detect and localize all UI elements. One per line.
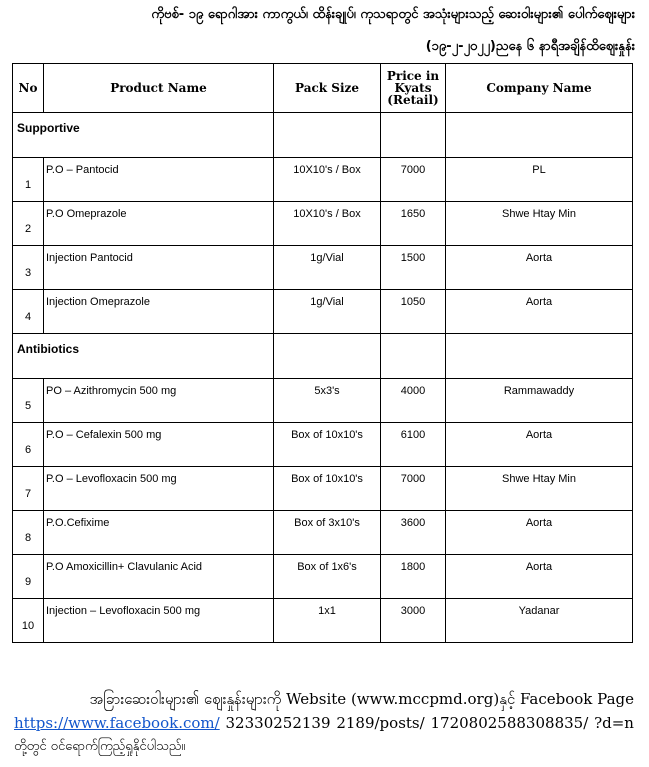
price: 3000 [381, 599, 446, 643]
table-row [13, 246, 633, 290]
row-number: 7 [13, 467, 44, 511]
product-name: P.O – Cefalexin 500 mg [44, 423, 274, 467]
company-name: Aorta [446, 423, 633, 467]
category-row-supportive [13, 113, 633, 158]
col-header-no: No [13, 64, 44, 113]
pack-size: 1g/Vial [274, 246, 381, 290]
facebook-link[interactable]: https://www.facebook.com/ [14, 714, 220, 732]
pack-size: 1x1 [274, 599, 381, 643]
product-name: P.O – Levofloxacin 500 mg [44, 467, 274, 511]
url-fragment: 2189/posts/ [336, 714, 425, 732]
price: 1800 [381, 555, 446, 599]
table-row [13, 555, 633, 599]
table-row [13, 290, 633, 334]
col-header-company: Company Name [446, 64, 633, 113]
product-name: PO – Azithromycin 500 mg [44, 379, 274, 423]
footer-note-line3: တို့တွင် ဝင်ရောက်ကြည့်ရှုနိုင်ပါသည်။ [14, 739, 186, 754]
pack-size: 10X10's / Box [274, 158, 381, 202]
pack-size: Box of 10x10's [274, 467, 381, 511]
table-row [13, 379, 633, 423]
product-name: Injection Pantocid [44, 246, 274, 290]
product-name: Injection Omeprazole [44, 290, 274, 334]
pack-size: Box of 1x6's [274, 555, 381, 599]
price: 4000 [381, 379, 446, 423]
table-row [13, 467, 633, 511]
table-row [13, 158, 633, 202]
document-title: ကိုဗစ်- ၁၉ ရောဂါအား ကာကွယ်၊ ထိန်းချုပ်၊ ကုသရာတွင် အသုံးများသည့် ဆေးဝါးများ၏ ပေါက်ဈေးများ [151, 7, 635, 22]
pack-size: Box of 3x10's [274, 511, 381, 555]
row-number: 3 [13, 246, 44, 290]
company-name: Rammawaddy [446, 379, 633, 423]
price: 1650 [381, 202, 446, 246]
company-name: Aorta [446, 246, 633, 290]
product-name: P.O – Pantocid [44, 158, 274, 202]
company-name: Yadanar [446, 599, 633, 643]
row-number: 8 [13, 511, 44, 555]
company-name: Shwe Htay Min [446, 467, 633, 511]
category-row-antibiotics [13, 334, 633, 379]
table-row [13, 423, 633, 467]
col-header-pack-size: Pack Size [274, 64, 381, 113]
document-date-subtitle: (၁၉-၂-၂၀၂၂)ညနေ ၆ နာရီအချိန်ထိဈေးနှုန်း [425, 39, 635, 54]
table-row [13, 202, 633, 246]
product-name: Injection – Levofloxacin 500 mg [44, 599, 274, 643]
pack-size: 1g/Vial [274, 290, 381, 334]
company-name: PL [446, 158, 633, 202]
table-header-row [13, 64, 633, 113]
footer-note-line1: အခြားဆေးဝါးများ၏ ဈေးနှုန်းများကို Website (www.mccpmd.org)နှင့် Facebook Page [89, 690, 634, 708]
product-name: P.O Amoxicillin+ Clavulanic Acid [44, 555, 274, 599]
row-number: 1 [13, 158, 44, 202]
row-number: 10 [13, 599, 44, 643]
pack-size: 5x3's [274, 379, 381, 423]
company-name: Aorta [446, 290, 633, 334]
table-row [13, 599, 633, 643]
row-number: 4 [13, 290, 44, 334]
row-number: 6 [13, 423, 44, 467]
url-fragment: ?d=n [594, 714, 634, 732]
company-name: Shwe Htay Min [446, 202, 633, 246]
row-number: 5 [13, 379, 44, 423]
product-name: P.O.Cefixime [44, 511, 274, 555]
col-header-price: Price in Kyats (Retail) [381, 64, 446, 113]
price: 3600 [381, 511, 446, 555]
row-number: 2 [13, 202, 44, 246]
price: 7000 [381, 158, 446, 202]
company-name: Aorta [446, 511, 633, 555]
footer-note-line2 [14, 712, 634, 734]
col-header-product: Product Name [44, 64, 274, 113]
price-table [12, 63, 633, 643]
price: 1500 [381, 246, 446, 290]
price: 7000 [381, 467, 446, 511]
url-fragment: 1720802588308835/ [430, 714, 589, 732]
company-name: Aorta [446, 555, 633, 599]
product-name: P.O Omeprazole [44, 202, 274, 246]
price: 1050 [381, 290, 446, 334]
table-row [13, 511, 633, 555]
pack-size: Box of 10x10's [274, 423, 381, 467]
category-label: Antibiotics [13, 334, 274, 379]
pack-size: 10X10's / Box [274, 202, 381, 246]
category-label: Supportive [13, 113, 274, 158]
row-number: 9 [13, 555, 44, 599]
url-fragment: 32330252139 [225, 714, 331, 732]
price: 6100 [381, 423, 446, 467]
